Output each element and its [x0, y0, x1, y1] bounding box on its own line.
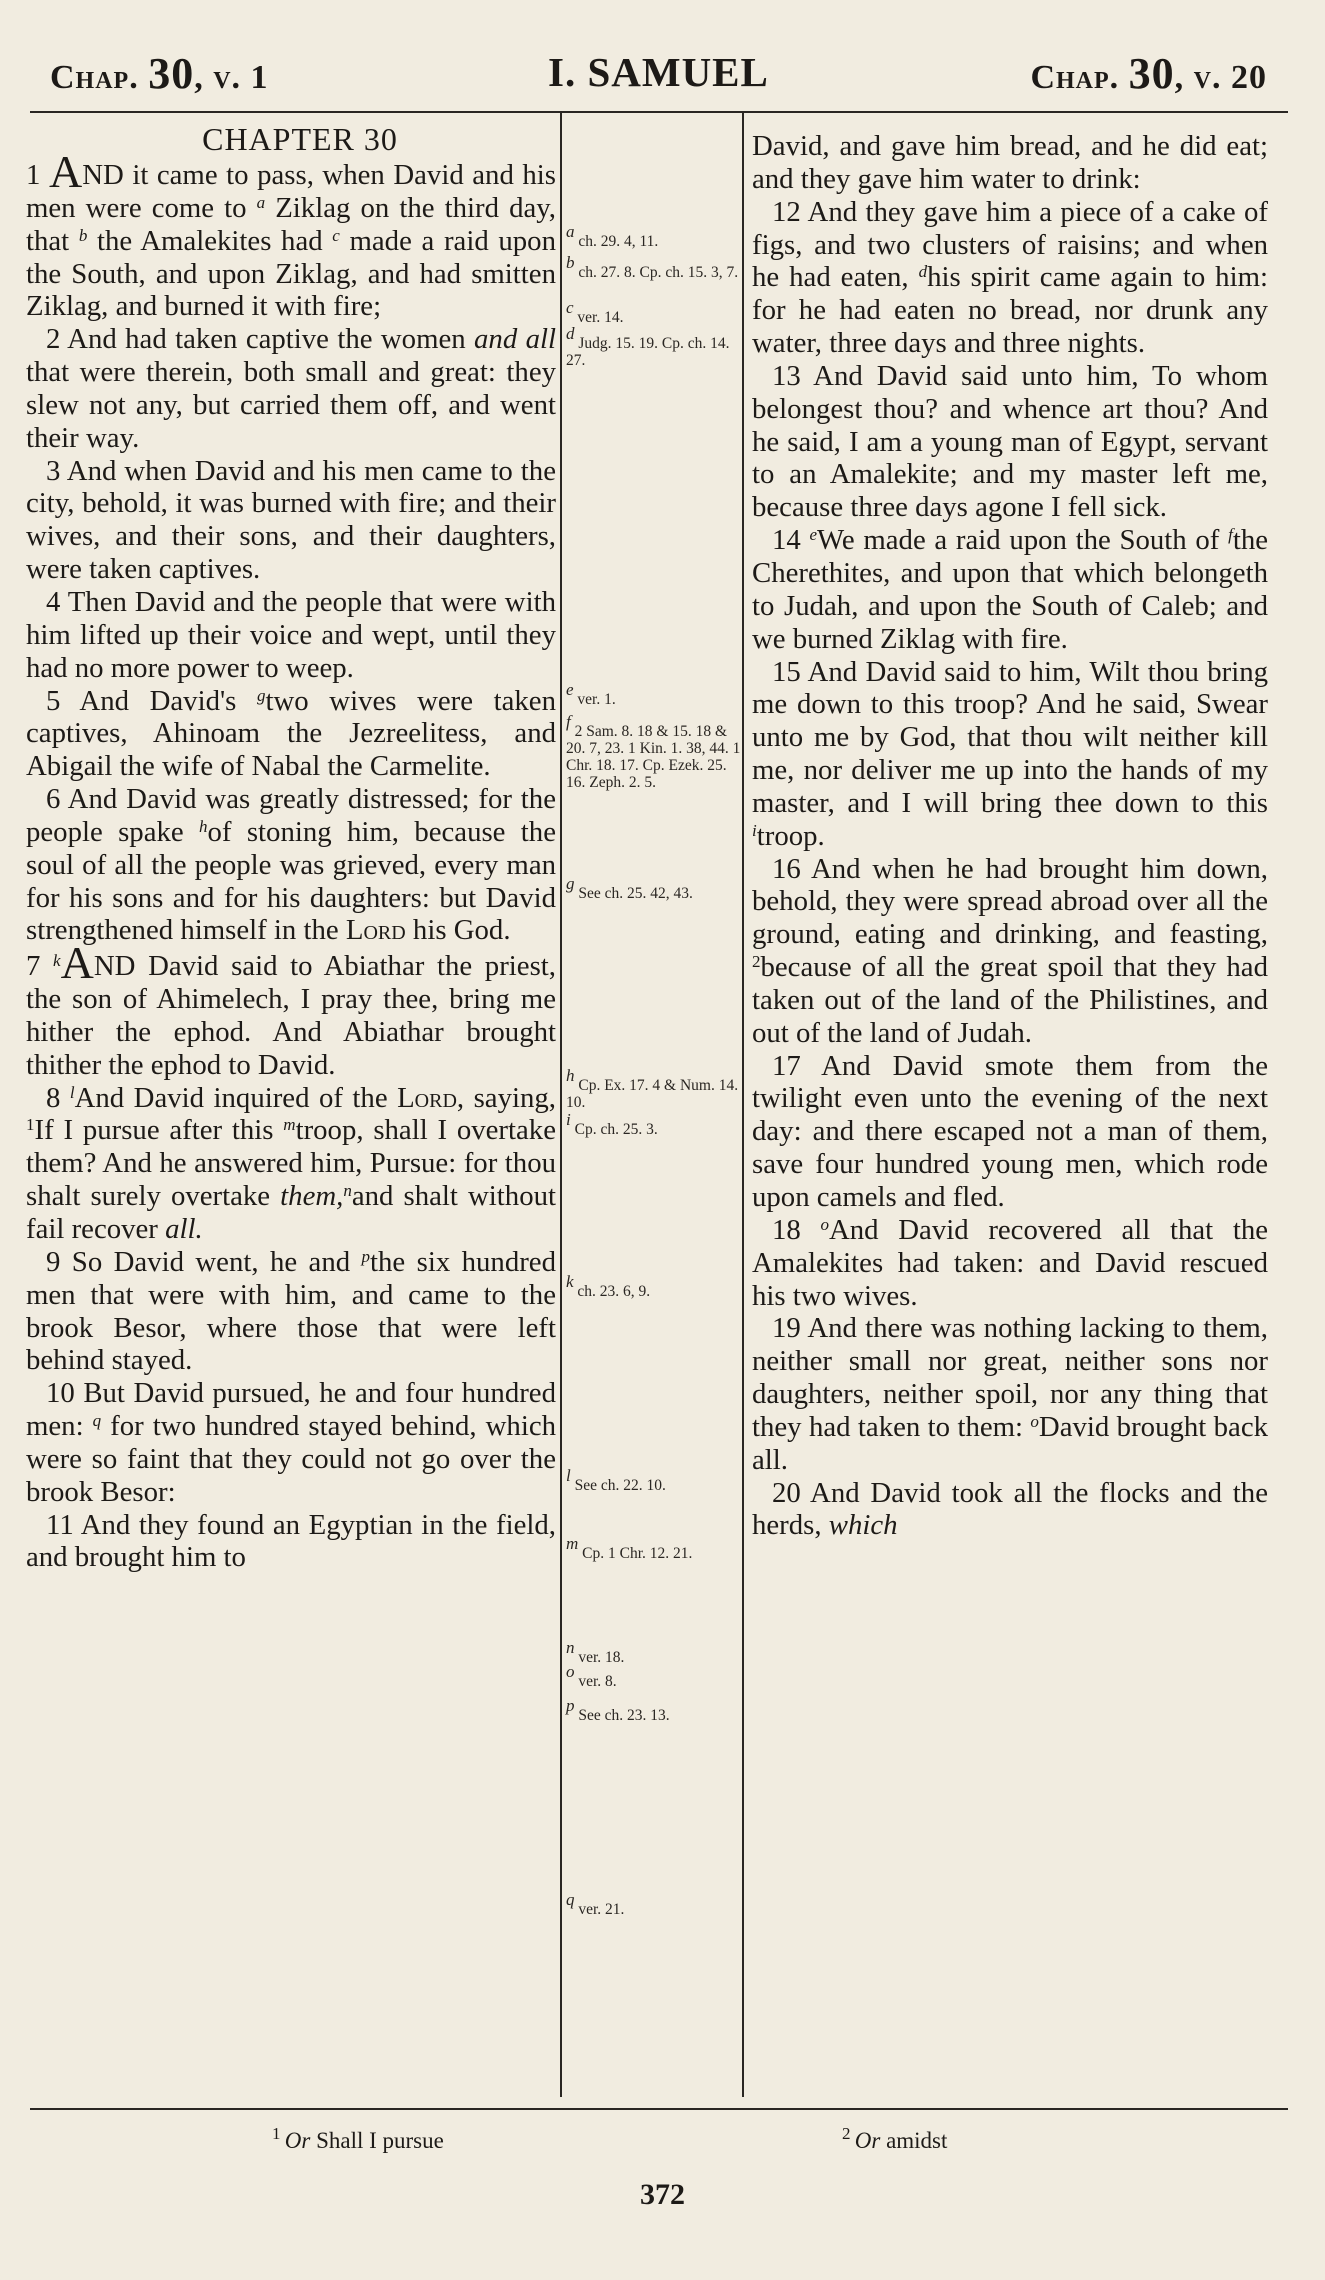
- verse-6: 6 And David was greatly distressed; for the people spake $^h$of stoning him, because the soul of all the people was grieved, every man for his sons and for his daughters: but David strengthened himself in the Lord his God.: [26, 783, 556, 947]
- drop-cap: A: [48, 146, 83, 197]
- drop-cap: A: [60, 937, 94, 989]
- ref-note: $^p$ See ch. 23. 13.: [566, 1696, 670, 1724]
- ref-note: $^i$ Cp. ch. 25. 3.: [566, 1110, 658, 1138]
- verse-11: 11 And they found an Egyptian in the field, and brought him to: [26, 1508, 556, 1574]
- ref-note: $^d$ Judg. 15. 19. Cp. ch. 14. 27.: [566, 324, 730, 369]
- left-text-column: [26, 122, 556, 1574]
- verse-18: 18 $^o$And David recovered all that the Amalekites had taken: and David rescued his two wives.: [752, 1213, 1269, 1312]
- ref-note: $^q$ ver. 21.: [566, 1890, 625, 1918]
- ref-note: $^a$ ch. 29. 4, 11.: [566, 222, 659, 250]
- header-rule: [30, 111, 1288, 113]
- header-left-chapter-verse: Chap. 30, v. 1: [50, 49, 269, 98]
- verse-14: 14 $^e$We made a raid upon the South of $^f$the Cherethites, and upon that which belongeth to Judah, and upon the South of Caleb; and we burned Ziklag with fire.: [752, 524, 1268, 655]
- verse-20: 20 And David took all the flocks and the herds, which: [752, 1476, 1268, 1542]
- ref-note: $^c$ ver. 14.: [566, 298, 624, 326]
- verse-7: 7 $^k$AND David said to Abiathar the priest, the son of Ahimelech, I pray thee, bring me hither the ephod. And Abiathar brought thither the ephod to David.: [26, 937, 556, 1081]
- verse-3: 3 And when David and his men came to the city, behold, it was burned with fire; and their wives, and their sons, and their daughters, were taken captives.: [26, 454, 556, 586]
- right-text-column: [752, 130, 1268, 1542]
- verse-11-continued: David, and gave him bread, and he did eat; and they gave him water to drink:: [752, 130, 1268, 195]
- verse-16: 16 And when he had brought him down, behold, they were spread abroad over all the ground, eating and drinking, and feasting, $^2$because of all the great spoil that they had taken out of the land of the Philistines, and out of the land of Judah.: [752, 852, 1268, 1049]
- verse-19: 19 And there was nothing lacking to them, neither small nor great, neither sons nor daughters, neither spoil, nor any thing that they had taken to them: $^o$David brought back all.: [752, 1312, 1269, 1476]
- chapter-title: CHAPTER 30: [202, 121, 398, 157]
- header-book-title: I. SAMUEL: [548, 49, 769, 95]
- column-rule-left: [560, 113, 562, 2097]
- verse-17: 17 And David smote them from the twilight even unto the evening of the next day: and there escaped not a man of them, save four hundred young men, which rode upon camels and fled.: [752, 1049, 1268, 1213]
- footnote-1: $^1$ Or Shall I pursue: [272, 2124, 444, 2153]
- ref-note: $^k$ ch. 23. 6, 9.: [566, 1272, 651, 1300]
- verse-13: 13 And David said unto him, To whom belongest thou? and whence art thou? And he said, I am a young man of Egypt, servant to an Amalekite; and my master left me, because three days agone I fell sick.: [752, 359, 1268, 524]
- ref-note: $^g$ See ch. 25. 42, 43.: [566, 874, 693, 902]
- verse-10: 10 But David pursued, he and four hundred men: $^q$ for two hundred stayed behind, which were so faint that they could not go over the brook Besor:: [26, 1377, 556, 1508]
- ref-note: $^e$ ver. 1.: [566, 680, 616, 708]
- verse-12: 12 And they gave him a piece of a cake of figs, and two clusters of raisins; and when he had eaten, $^d$his spirit came again to him: for he had eaten no bread, nor drunk any water, three days and three nights.: [752, 195, 1268, 360]
- column-rule-right: [742, 113, 744, 2097]
- ref-note: $^m$ Cp. 1 Chr. 12. 21.: [566, 1534, 693, 1562]
- verse-5: 5 And David's $^g$two wives were taken captives, Ahinoam the Jezreelitess, and Abigail the wife of Nabal the Carmelite.: [26, 684, 556, 783]
- ref-note: $^h$ Cp. Ex. 17. 4 & Num. 14. 10.: [566, 1066, 739, 1111]
- ref-note: $^n$ ver. 18.: [566, 1638, 625, 1666]
- verse-9: 9 So David went, he and $^p$the six hundred men that were with him, and came to the brook Besor, where those that were left behind stayed.: [26, 1245, 556, 1377]
- verse-2: 2 And had taken captive the women and all that were therein, both small and great: they slew not any, but carried them off, and went their way.: [26, 323, 556, 454]
- ref-note: $^b$ ch. 27. 8. Cp. ch. 15. 3, 7.: [566, 253, 739, 281]
- ref-note: $^f$ 2 Sam. 8. 18 & 15. 18 & 20. 7, 23. 1 Kin. 1. 38, 44. 1 Chr. 18. 17. Cp. Ezek. 25. 16. Zeph. 2. 5.: [566, 712, 741, 791]
- verse-4: 4 Then David and the people that were with him lifted up their voice and wept, until they had no more power to weep.: [26, 585, 556, 684]
- verse-1: 1 AND it came to pass, when David and his men were come to $^a$ Ziklag on the third day, that $^b$ the Amalekites had $^c$ made a raid upon the South, and upon Ziklag, and had smitten Ziklag, and burned it with fire;: [26, 146, 556, 323]
- verse-15: 15 And David said to him, Wilt thou bring me down to this troop? And he said, Swear unto me by God, that thou wilt neither kill me, nor deliver me up into the hands of my master, and I will bring thee down to this $^i$troop.: [752, 655, 1268, 852]
- verse-8: 8 $^l$And David inquired of the Lord, saying, $^1$If I pursue after this $^m$troop, shall I overtake them? And he answered him, Pursue: for thou shalt surely overtake them,$^n$and shalt without fail recover all.: [26, 1081, 556, 1245]
- header-right-chapter-verse: Chap. 30, v. 20: [1030, 49, 1267, 98]
- ref-note: $^l$ See ch. 22. 10.: [566, 1466, 666, 1494]
- footer-rule: [30, 2108, 1288, 2110]
- footnote-2: $^2$ Or amidst: [842, 2124, 948, 2153]
- page-number: 372: [640, 2178, 685, 2211]
- ref-note: $^o$ ver. 8.: [566, 1662, 617, 1690]
